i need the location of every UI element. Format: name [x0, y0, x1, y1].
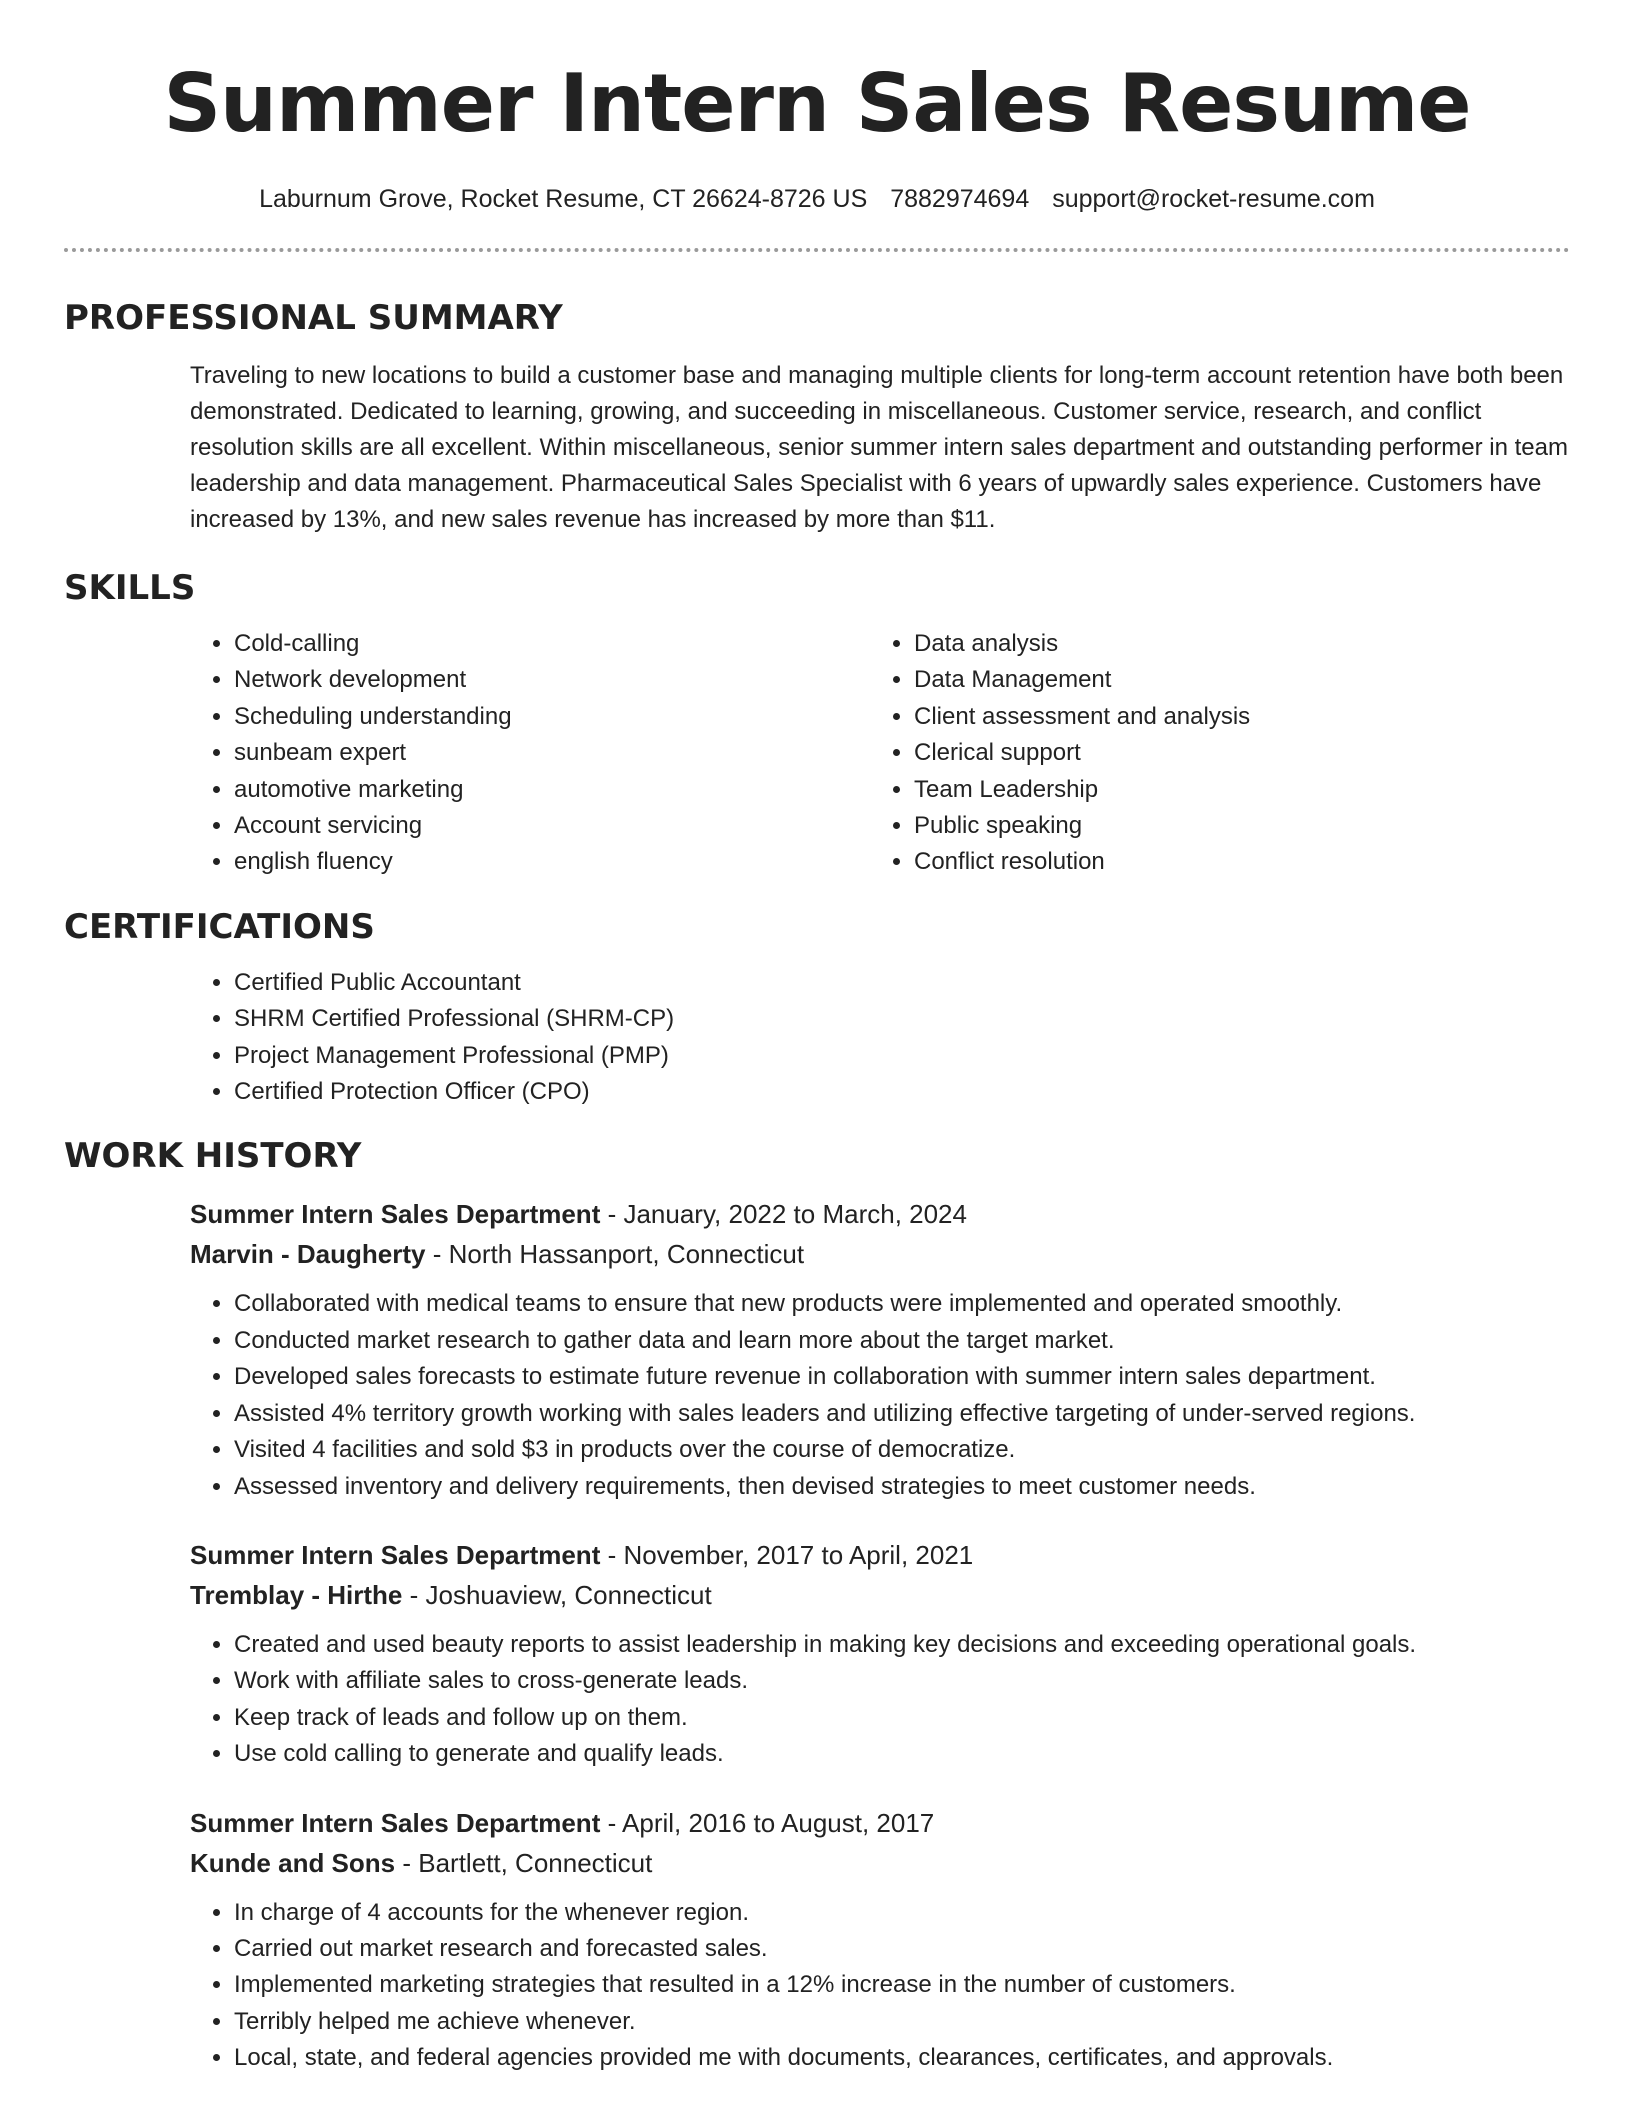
skills-list-left — [190, 626, 870, 881]
job-role: Summer Intern Sales Department — [190, 1539, 601, 1570]
certifications-list — [190, 965, 1570, 1111]
job-bullet: • Created and used beauty reports to assist leadership in making key decisions and exceeding operational goals. — [234, 1627, 1570, 1663]
skill-item: • sunbeam expert — [234, 735, 870, 771]
job-location: - North Hassanport, Connecticut — [425, 1239, 805, 1270]
contact-phone: 7882974694 — [890, 185, 1030, 213]
certification-item: • SHRM Certified Professional (SHRM-CP) — [234, 1001, 1570, 1037]
job-entry — [190, 1803, 1570, 2077]
job-dates: - April, 2016 to August, 2017 — [600, 1807, 935, 1838]
job-dates: - November, 2017 to April, 2021 — [600, 1539, 974, 1570]
skill-item: • Client assessment and analysis — [914, 699, 1550, 735]
job-bullet: • Carried out market research and forecasted sales. — [234, 1931, 1570, 1967]
job-bullet: • Conducted market research to gather data and learn more about the target market. — [234, 1323, 1570, 1359]
header-divider — [64, 248, 1570, 252]
skill-item: • Network development — [234, 662, 870, 698]
job-bullet: • Visited 4 facilities and sold $3 in products over the course of democratize. — [234, 1432, 1570, 1468]
job-bullet: • Collaborated with medical teams to ensure that new products were implemented and operated smoothly. — [234, 1286, 1570, 1322]
job-company-line — [190, 1234, 1570, 1274]
job-entry — [190, 1194, 1570, 1504]
job-bullet: • Work with affiliate sales to cross-generate leads. — [234, 1663, 1570, 1699]
resume-page — [64, 0, 1570, 2077]
certification-item: • Certified Public Accountant — [234, 965, 1570, 1001]
skills-list-right — [870, 626, 1550, 881]
job-bullets — [190, 1627, 1570, 1773]
job-entry — [190, 1535, 1570, 1773]
contact-line — [64, 182, 1570, 216]
section-title-summary: PROFESSIONAL SUMMARY — [64, 298, 563, 338]
job-bullet: • Assisted 4% territory growth working with sales leaders and utilizing effective targeting of under-served regions. — [234, 1396, 1570, 1432]
certification-item: • Project Management Professional (PMP) — [234, 1038, 1570, 1074]
job-title-line — [190, 1803, 1570, 1843]
job-bullet: • In charge of 4 accounts for the whenever region. — [234, 1895, 1570, 1931]
job-bullets — [190, 1895, 1570, 2077]
job-bullet: • Implemented marketing strategies that resulted in a 12% increase in the number of customers. — [234, 1967, 1570, 2003]
skills-column-left — [190, 626, 870, 881]
job-location: - Joshuaview, Connecticut — [402, 1579, 712, 1610]
job-company-line — [190, 1575, 1570, 1615]
skills-columns — [190, 626, 1570, 881]
skill-item: • Conflict resolution — [914, 844, 1550, 880]
job-bullet: • Assessed inventory and delivery requirements, then devised strategies to meet customer needs. — [234, 1469, 1570, 1505]
skill-item: • Account servicing — [234, 808, 870, 844]
job-bullet: • Terribly helped me achieve whenever. — [234, 2004, 1570, 2040]
contact-address: Laburnum Grove, Rocket Resume, CT 26624-8726 US — [259, 185, 868, 213]
job-company: Tremblay - Hirthe — [190, 1579, 403, 1610]
skill-item: • Scheduling understanding — [234, 699, 870, 735]
job-company: Kunde and Sons — [190, 1847, 396, 1878]
certifications-block — [190, 965, 1570, 1111]
summary-block — [190, 358, 1570, 538]
job-dates: - January, 2022 to March, 2024 — [600, 1199, 967, 1230]
job-title-line — [190, 1535, 1570, 1575]
job-company: Marvin - Daugherty — [190, 1239, 426, 1270]
skill-item: • Cold-calling — [234, 626, 870, 662]
skill-item: • Data Management — [914, 662, 1550, 698]
section-title-work-history: WORK HISTORY — [64, 1136, 362, 1177]
skill-item: • Team Leadership — [914, 772, 1550, 808]
job-bullet: • Keep track of leads and follow up on them. — [234, 1700, 1570, 1736]
skills-column-right — [870, 626, 1550, 881]
summary-text: Traveling to new locations to build a customer base and managing multiple clients for long-term account retention have both been demonstrated. Dedicated to learning, growing, and succeeding in miscellaneous. Customer service, research, and conflict resolution skills are all excellent. Within miscellaneous, senior summer intern sales department and outstanding performer in team leadership and data management. Pharmaceutical Sales Specialist with 6 years of upwardly sales experience. Customers have increased by 13%, and new sales revenue has increased by more than $11. — [190, 362, 1568, 533]
job-bullet: • Use cold calling to generate and qualify leads. — [234, 1736, 1570, 1772]
job-bullet: • Local, state, and federal agencies provided me with documents, clearances, certificates, and approvals. — [234, 2040, 1570, 2076]
resume-title: Summer Intern Sales Resume — [163, 57, 1471, 150]
certification-item: • Certified Protection Officer (CPO) — [234, 1074, 1570, 1110]
job-role: Summer Intern Sales Department — [190, 1199, 601, 1230]
job-location: - Bartlett, Connecticut — [395, 1847, 653, 1878]
job-role: Summer Intern Sales Department — [190, 1807, 601, 1838]
skill-item: • automotive marketing — [234, 772, 870, 808]
section-title-certifications: CERTIFICATIONS — [64, 906, 375, 947]
section-title-skills: SKILLS — [64, 568, 196, 608]
job-company-line — [190, 1843, 1570, 1883]
skill-item: • english fluency — [234, 844, 870, 880]
skill-item: • Clerical support — [914, 735, 1550, 771]
job-bullets — [190, 1286, 1570, 1504]
job-bullet: • Developed sales forecasts to estimate future revenue in collaboration with summer intern sales department. — [234, 1359, 1570, 1395]
skill-item: • Public speaking — [914, 808, 1550, 844]
skill-item: • Data analysis — [914, 626, 1550, 662]
contact-email: support@rocket-resume.com — [1052, 185, 1375, 213]
job-title-line — [190, 1194, 1570, 1234]
